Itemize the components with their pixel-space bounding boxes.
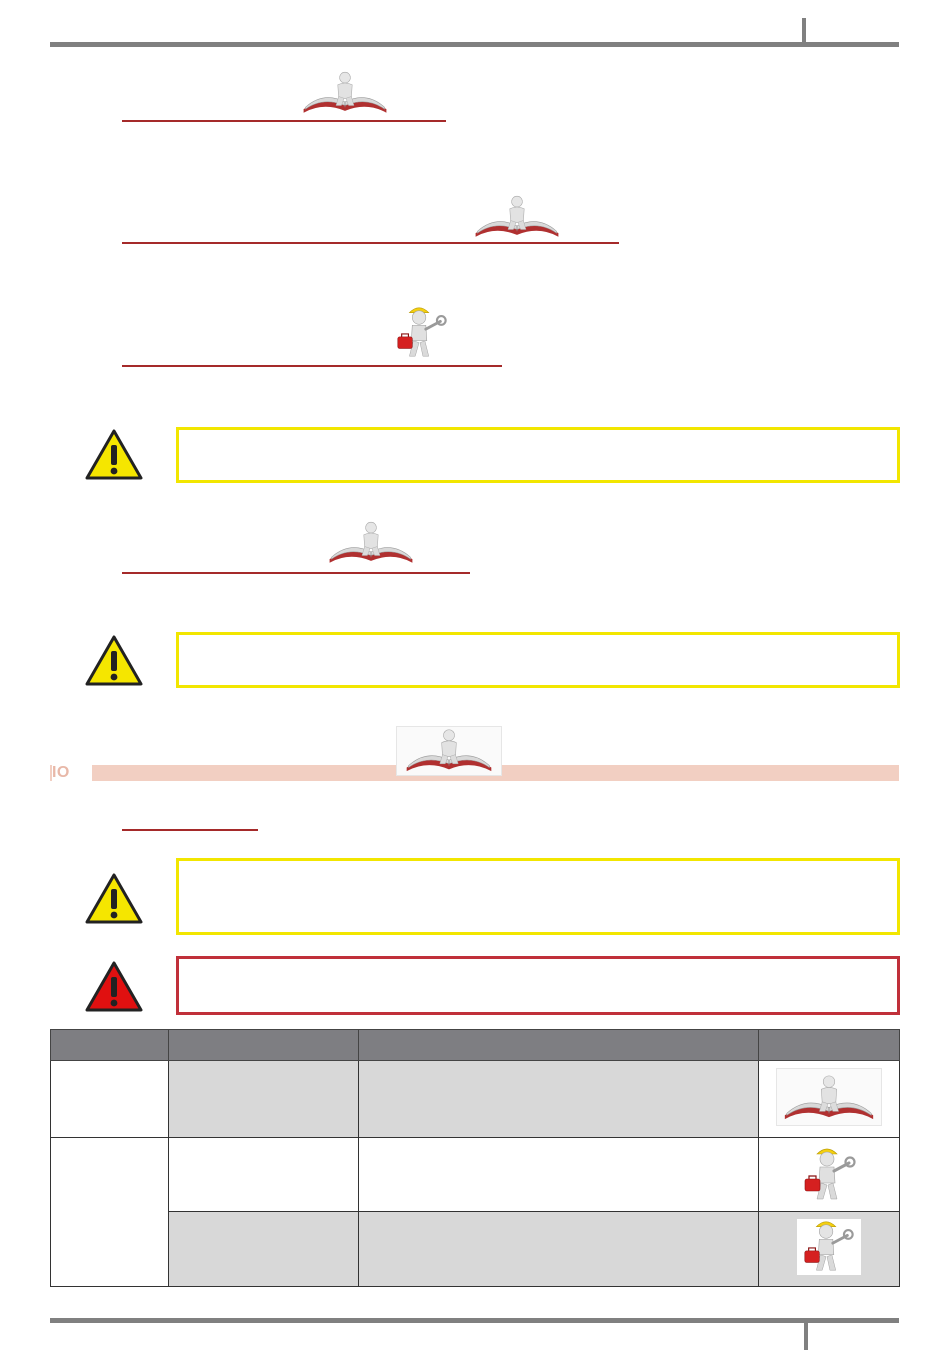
table-cell [51, 1061, 169, 1138]
mechanic-photo [797, 1219, 861, 1275]
table-row [51, 1061, 900, 1138]
warning-box-2 [176, 632, 900, 688]
table-icon-cell [759, 1138, 900, 1212]
section-banner-tag: I O [52, 765, 92, 781]
footer-tick [804, 1322, 808, 1350]
subheading-underline [122, 829, 258, 831]
header-rule [50, 42, 899, 47]
table-header-cell [359, 1030, 759, 1061]
warning-box-3 [176, 858, 900, 935]
table-cell [169, 1061, 359, 1138]
table-icon-cell [759, 1212, 900, 1287]
book-reader-icon [781, 1073, 877, 1121]
book-reader-icon [326, 518, 416, 566]
table-row [51, 1212, 900, 1287]
table-cell [51, 1138, 169, 1287]
heading-underline-3 [122, 365, 502, 367]
table-cell [359, 1212, 759, 1287]
footer-rule [50, 1318, 899, 1323]
table-icon-cell [759, 1061, 900, 1138]
mechanic-toolbox-icon [799, 1145, 859, 1205]
warning-box-1 [176, 427, 900, 483]
book-reader-icon [472, 192, 562, 240]
table-cell [359, 1061, 759, 1138]
heading-underline-1 [122, 120, 446, 122]
table-header-row [51, 1030, 900, 1061]
table-header-cell [51, 1030, 169, 1061]
maintenance-table [50, 1029, 900, 1287]
heading-underline-2 [122, 242, 619, 244]
table-cell [169, 1212, 359, 1287]
table-row [51, 1138, 900, 1212]
header-tick [802, 18, 806, 44]
table-cell [359, 1138, 759, 1212]
yellow-warning-icon [84, 634, 144, 688]
red-warning-icon [84, 960, 144, 1014]
table-header-cell [759, 1030, 900, 1061]
table-header-cell [169, 1030, 359, 1061]
yellow-warning-icon [84, 872, 144, 926]
book-reader-icon [300, 68, 390, 116]
yellow-warning-icon [84, 428, 144, 482]
mechanic-toolbox-icon [799, 1218, 857, 1276]
book-reader-icon [403, 727, 495, 773]
mechanic-toolbox-icon [392, 304, 450, 362]
danger-box [176, 956, 900, 1015]
book-reader-photo [396, 726, 502, 776]
table-cell [169, 1138, 359, 1212]
heading-underline-4 [122, 572, 470, 574]
book-reader-photo [776, 1068, 882, 1126]
